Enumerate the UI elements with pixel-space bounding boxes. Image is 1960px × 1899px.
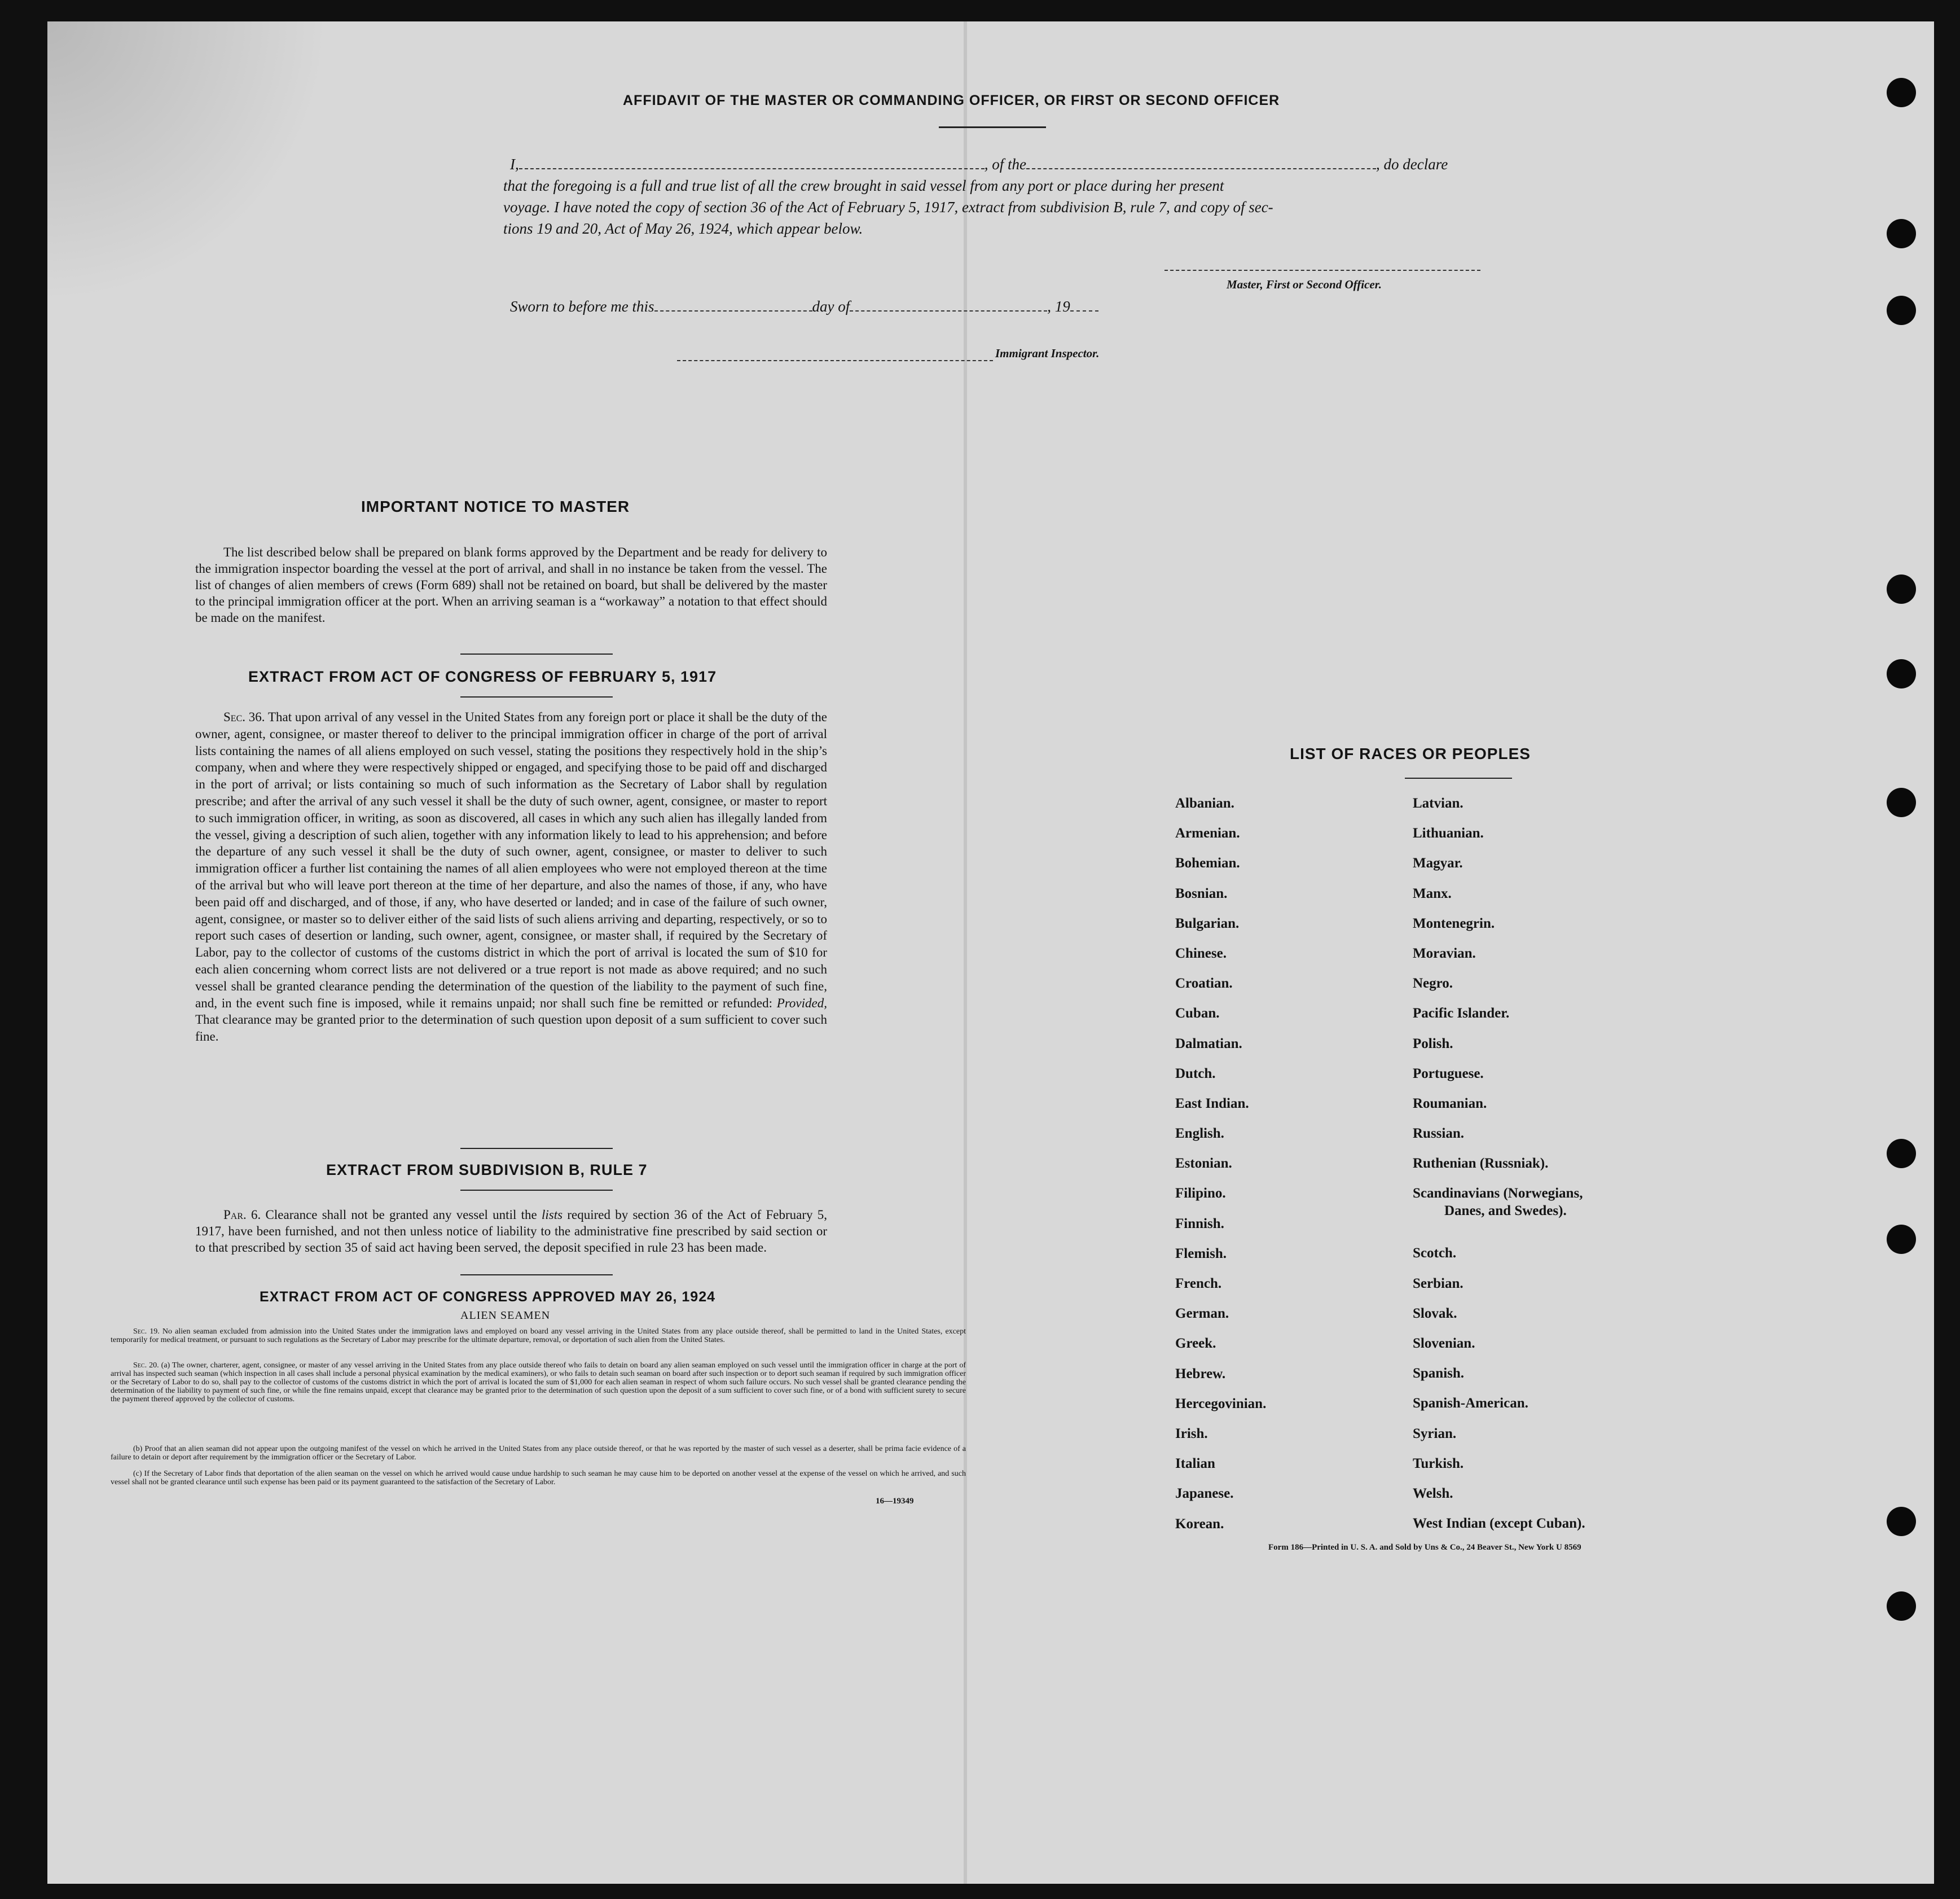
race-item: Scandinavians (Norwegians, <box>1413 1186 1583 1201</box>
sworn-label: Sworn to before me this <box>510 298 654 315</box>
race-item: Albanian. <box>1175 796 1234 811</box>
sec-20c-text: (c) If the Secretary of Labor finds that deportation of the alien seaman on the vessel on which he arrived would cause undue hardship to such seaman he may cause him to be deported on another vessel at the expense of the vessel on which he arrived, and such vessel shall not be granted clearance until such expense has been paid or its payment guaranteed to the satisfaction of the Secretary of Labor. <box>111 1470 966 1486</box>
punch-hole <box>1887 1591 1916 1621</box>
inspector-label: Immigrant Inspector. <box>995 347 1100 360</box>
race-item: Ruthenian (Russniak). <box>1413 1156 1549 1172</box>
race-item: Polish. <box>1413 1036 1453 1051</box>
document-page <box>47 21 1934 1884</box>
race-item: Moravian. <box>1413 945 1476 961</box>
affidavit-line-4: tions 19 and 20, Act of May 26, 1924, which appear below. <box>503 220 863 237</box>
race-item: Turkish. <box>1413 1455 1464 1471</box>
race-item: Estonian. <box>1175 1156 1232 1172</box>
punch-hole <box>1887 788 1916 817</box>
race-item: Magyar. <box>1413 856 1463 871</box>
officer-signature-line[interactable] <box>1164 270 1480 271</box>
races-right-column <box>1413 796 1585 1546</box>
races-rule <box>1405 778 1512 779</box>
notice-body: The list described below shall be prepared on blank forms approved by the Department and be ready for delivery to the immigration inspector boarding the vessel at the port of arrival, and shall in no instance be taken from the vessel. The list of changes of alien members of crews (Form 689) shall not be retained on board, but shall be delivered by the master to the principal immigration officer at the port. When an arriving seaman is a “workaway” a notation to that effect should be made on the manifest. <box>195 545 827 625</box>
extract-1924-title: EXTRACT FROM ACT OF CONGRESS APPROVED MAY 26, 1924 <box>260 1289 716 1305</box>
race-item: East Indian. <box>1175 1095 1249 1111</box>
race-item: Bohemian. <box>1175 856 1240 871</box>
punch-hole <box>1887 659 1916 688</box>
sec-36-text: That upon arrival of any vessel in the United States from any foreign port or place it shall be the duty of the owner, agent, consignee, or master thereof to deliver to the principal immigration officer in charge of the port of arrival lists containing the names of all aliens employed on such vessel, stating the positions they respectively hold in the ship’s company, when and where they were respectively shipped or engaged, and specifying those to be paid off and discharged in the port of arrival; or lists containing so much of such information as the Secretary of Labor shall by regulation prescribe; and after the arrival of any such vessel it shall be the duty of such owner, agent, consignee, or master to report to such immigration officer, in writing, as soon as discovered, all cases in which any such alien has illegally landed from the vessel, giving a description of such alien, together with any information likely to lead to his apprehension; and before the departure of any such vessel it shall be the duty of such owner, agent, consignee, or master to deliver to such immigration officer a further list containing the names of all alien employees who were not employed thereon at the time of the arrival but who will leave port thereon at the time of her departure, and also the names of those, if any, who have been paid off and discharged, and of those, if any, who have deserted or landed; and in case of the failure of such owner, agent, consignee, or master so to deliver either of the said lists of such aliens arriving and departing, respectively, or so to report such cases of desertion or landing, such owner, agent, consignee, or master shall, if required by the Secretary of Labor, pay to the collector of customs of the customs district in which the port of arrival is located the sum of $10 for each alien concerning whom correct lists are not delivered or a true report is not made as above required; and no such vessel shall be granted clearance pending the determination of the question of the liability to the payment of such fine, and, in the event such fine is imposed, while it remains unpaid; nor shall such fine be remitted or refunded: <box>195 710 827 1010</box>
race-item: Finnish. <box>1175 1216 1224 1231</box>
race-item: Cuban. <box>1175 1006 1220 1021</box>
race-item: Pacific Islander. <box>1413 1006 1510 1021</box>
race-item: Spanish-American. <box>1413 1396 1528 1411</box>
race-item: Italian <box>1175 1456 1215 1472</box>
race-item: Welsh. <box>1413 1485 1453 1501</box>
race-item: Negro. <box>1413 976 1453 992</box>
sworn-year-field[interactable] <box>1070 310 1098 312</box>
sworn-month-field[interactable] <box>850 310 1047 312</box>
notice-rule <box>460 654 613 655</box>
punch-hole <box>1887 296 1916 325</box>
race-item: Lithuanian. <box>1413 826 1484 841</box>
race-item: Greek. <box>1175 1336 1216 1352</box>
punch-hole <box>1887 1507 1916 1536</box>
sec-19-text <box>111 1327 966 1344</box>
race-item: Bulgarian. <box>1175 915 1240 931</box>
vessel-name-field[interactable] <box>1026 168 1376 169</box>
extract-1917-body <box>195 709 827 1045</box>
race-item: Filipino. <box>1175 1186 1226 1201</box>
affidavit-title: AFFIDAVIT OF THE MASTER OR COMMANDING OFFICER, OR FIRST OR SECOND OFFICER <box>623 93 1280 108</box>
race-item: French. <box>1175 1276 1222 1291</box>
race-item: English. <box>1175 1126 1224 1142</box>
day-of-label: day of <box>812 298 850 315</box>
rule-7-title: EXTRACT FROM SUBDIVISION B, RULE 7 <box>326 1161 648 1178</box>
race-item: Dutch. <box>1175 1065 1216 1081</box>
lists-word: lists <box>541 1208 563 1222</box>
par-6-label: Par. 6. <box>223 1208 261 1222</box>
year-label: , 19 <box>1047 298 1070 315</box>
race-item: Flemish. <box>1175 1245 1227 1261</box>
race-item: Montenegrin. <box>1413 915 1495 931</box>
race-item: Syrian. <box>1413 1426 1457 1441</box>
punch-hole <box>1887 1139 1916 1168</box>
affidavit-line-2: that the foregoing is a full and true list of all the crew brought in said vessel from any port or place during her present <box>503 177 1224 194</box>
race-item: Slovenian. <box>1413 1336 1475 1351</box>
extract-1917-rule <box>460 696 613 698</box>
race-item: Slovak. <box>1413 1305 1457 1321</box>
inspector-signature-line[interactable] <box>677 360 993 361</box>
sworn-line <box>510 298 1098 315</box>
affidavit-rule <box>939 126 1046 128</box>
race-item: German. <box>1175 1306 1229 1322</box>
race-item: Chinese. <box>1175 945 1227 961</box>
sec-19-label: Sec. 19. <box>133 1327 160 1336</box>
rule-7-body <box>195 1207 827 1256</box>
rule-7-end-rule <box>460 1274 613 1275</box>
punch-hole <box>1887 78 1916 107</box>
vessel-label: , of the <box>984 156 1026 173</box>
race-item: Serbian. <box>1413 1275 1464 1291</box>
race-item: Irish. <box>1175 1426 1208 1441</box>
punch-hole <box>1887 574 1916 604</box>
race-item: Hebrew. <box>1175 1366 1226 1382</box>
race-item: Russian. <box>1413 1126 1465 1142</box>
declare-label: , do declare <box>1376 156 1448 173</box>
sec-20a-body: (a) The owner, charterer, agent, consignee, or master of any vessel arriving in the United States from any place outside thereof who fails to detain on board any alien seaman employed on such vessel until the immigration officer in charge at the port of arrival has inspected such seaman (which inspection in all cases shall include a personal physical examination by the medical examiners), or who fails to detain such seaman on board after such inspection or to deport such seaman if required by such immigration officer or the Secretary of Labor to do so, shall pay to the collector of customs of the customs district in which the port of arrival is located the sum of $1,000 for each alien seaman in respect of whom such failure occurs. No such vessel shall be granted clearance pending the determination of the liability to payment of such fine, or while the fine remains unpaid, except that clearance may be granted prior to the determination of such question upon the deposit of a sum sufficient to cover such fine, or of a bond with sufficient surety to secure the payment thereof approved by the collector of customs. <box>111 1361 966 1404</box>
race-item: Manx. <box>1413 885 1452 901</box>
extract-1917-end-rule <box>460 1148 613 1149</box>
race-item: Danes, and Swedes). <box>1444 1203 1567 1219</box>
sec-19-body: No alien seaman excluded from admission into the United States under the immigration laws and employed on board any vessel arriving in the United States from any place outside thereof, shall be permitted to land in the United States, except temporarily for medical treatment, or pursuant to such regulations as the Secretary of Labor may prescribe for the ultimate departure, removal, or deportation of such alien from the United States. <box>111 1327 966 1344</box>
race-item: Scotch. <box>1413 1245 1457 1261</box>
sec-20a-text <box>111 1361 966 1404</box>
race-item: Latvian. <box>1413 796 1464 811</box>
race-item: Roumanian. <box>1413 1095 1487 1111</box>
punch-hole <box>1887 219 1916 248</box>
punch-hole <box>1887 1225 1916 1254</box>
alien-seamen-subtitle: ALIEN SEAMEN <box>460 1309 551 1322</box>
race-item: Portuguese. <box>1413 1065 1484 1081</box>
form-footer: Form 186—Printed in U. S. A. and Sold by Uns & Co., 24 Beaver St., New York U 8569 <box>1268 1543 1581 1552</box>
races-title: LIST OF RACES OR PEOPLES <box>1290 745 1531 762</box>
rule-7-text-b: required by section 36 of the Act of February 5, 1917, have been furnished, and not then unless notice of liability to the administrative fine prescribed by said section or to that prescribed by section 35 of said act having been served, the deposit specified in rule 23 has been made. <box>195 1208 828 1255</box>
rule-7-rule <box>460 1190 613 1191</box>
print-code: 16—19349 <box>876 1497 914 1506</box>
race-item: Dalmatian. <box>1175 1036 1242 1051</box>
race-item: West Indian (except Cuban). <box>1413 1516 1585 1532</box>
race-item: Hercegovinian. <box>1175 1396 1267 1411</box>
race-item: Japanese. <box>1175 1486 1234 1502</box>
notice-title: IMPORTANT NOTICE TO MASTER <box>361 498 630 515</box>
extract-1917-title: EXTRACT FROM ACT OF CONGRESS OF FEBRUARY 5, 1917 <box>248 668 717 685</box>
races-left-column <box>1175 796 1266 1546</box>
officer-label: Master, First or Second Officer. <box>1227 278 1382 291</box>
race-item: Spanish. <box>1413 1366 1465 1382</box>
provided-word: Provided, <box>776 995 827 1010</box>
race-item: Korean. <box>1175 1516 1224 1532</box>
affidavit-line-1 <box>510 156 1448 173</box>
sworn-day-field[interactable] <box>654 310 812 312</box>
declarant-label: I, <box>510 156 519 173</box>
affidavit-line-3: voyage. I have noted the copy of section 36 of the Act of February 5, 1917, extract from subdivision B, rule 7, and copy of sec- <box>503 199 1273 216</box>
sec-20-label: Sec. 20. <box>133 1361 159 1370</box>
sec-36-label: Sec. 36. <box>223 710 265 724</box>
declarant-name-field[interactable] <box>519 168 985 169</box>
race-item: Croatian. <box>1175 976 1233 992</box>
sec-36-text-end: That clearance may be granted prior to the determination of such question upon deposit of a sum sufficient to cover such fine. <box>195 1012 827 1044</box>
sec-20b-text: (b) Proof that an alien seaman did not appear upon the outgoing manifest of the vessel on which he arrived in the United States from any place outside thereof, or that he was reported by the master of such vessel as a deserter, shall be prima facie evidence of a failure to detain or deport after requirement by the immigration officer or the Secretary of Labor. <box>111 1445 966 1462</box>
race-item: Bosnian. <box>1175 885 1228 901</box>
race-item: Armenian. <box>1175 826 1240 841</box>
rule-7-text-a: Clearance shall not be granted any vessel until the <box>265 1208 537 1222</box>
